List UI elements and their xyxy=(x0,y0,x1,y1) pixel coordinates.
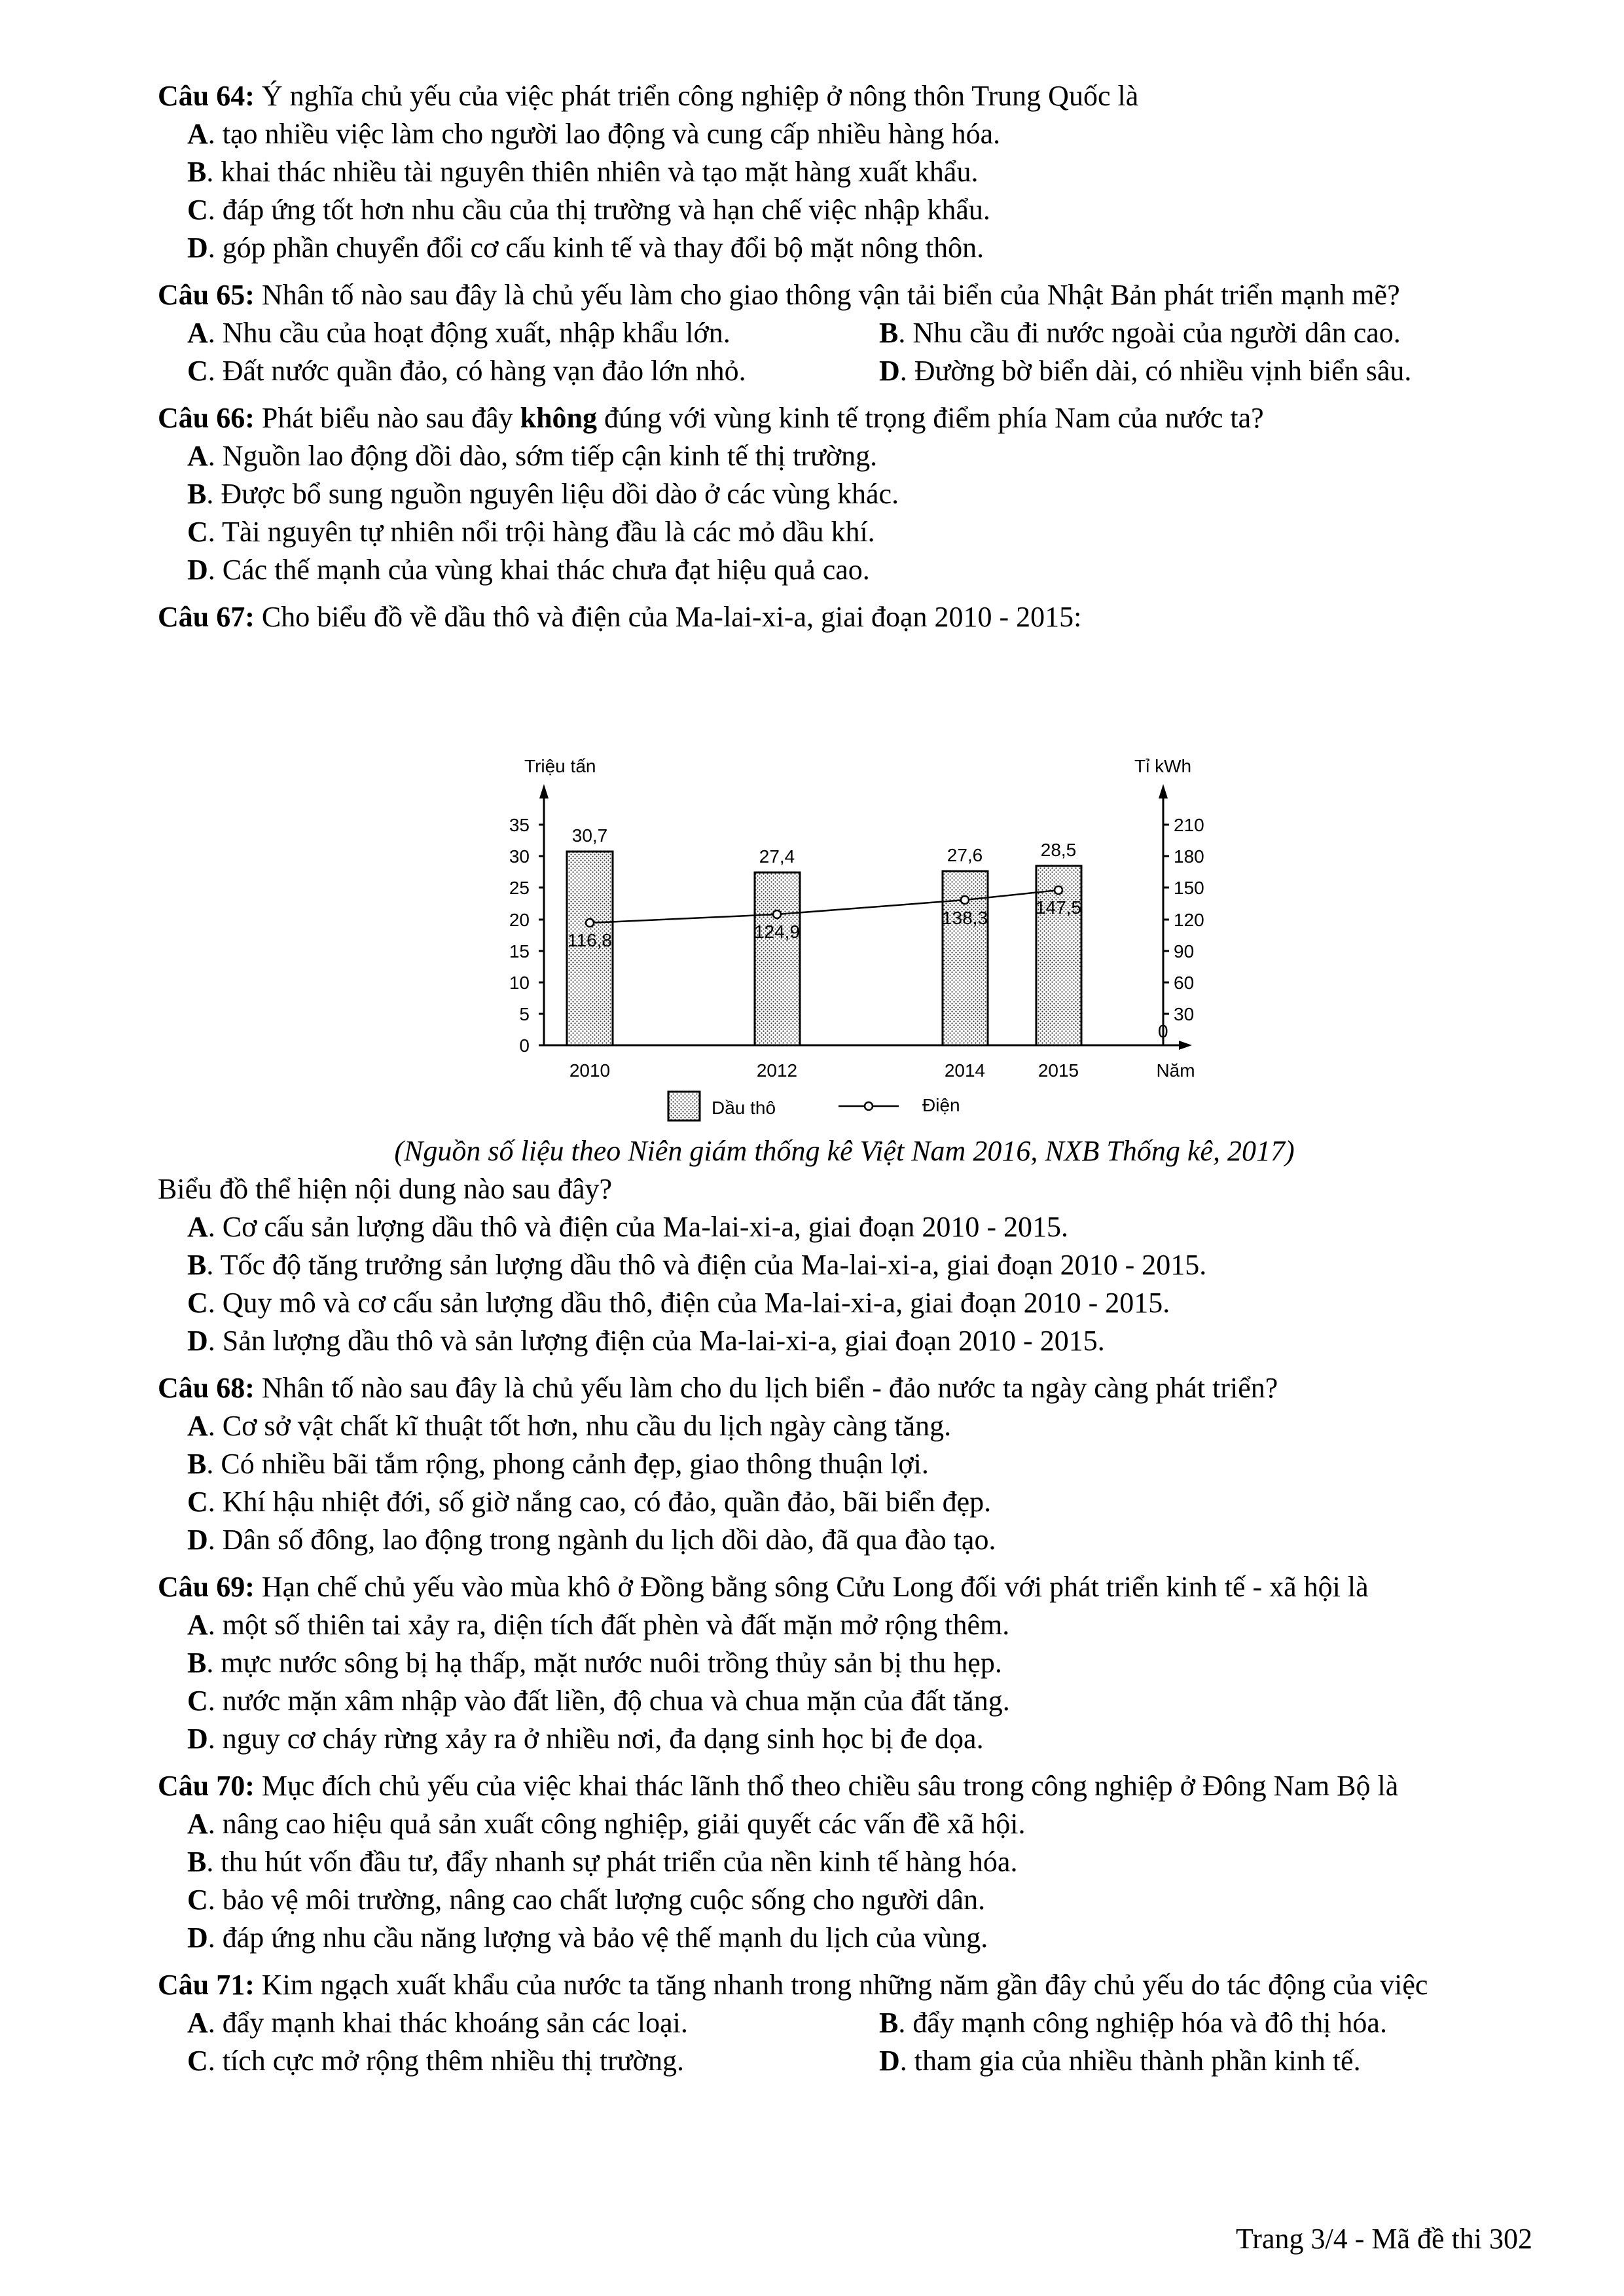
option-d[interactable]: D. góp phần chuyển đổi cơ cấu kinh tế và thay đổi bộ mặt nông thôn. xyxy=(187,232,984,264)
option-a[interactable]: A. Nguồn lao động dồi dào, sớm tiếp cận kinh tế thị trường. xyxy=(187,440,878,472)
exam-page xyxy=(158,77,1531,2089)
bar-2012 xyxy=(755,872,800,1045)
svg-text:138,3: 138,3 xyxy=(941,908,988,928)
option-c[interactable]: C. Khí hậu nhiệt đới, số giờ nắng cao, có đảo, quần đảo, bãi biển đẹp. xyxy=(187,1486,992,1518)
svg-text:0: 0 xyxy=(519,1035,530,1056)
svg-text:28,5: 28,5 xyxy=(1040,840,1077,860)
option-c[interactable]: C. bảo vệ môi trường, nâng cao chất lượng cuộc sống cho người dân. xyxy=(187,1884,986,1916)
svg-text:30,7: 30,7 xyxy=(571,825,608,846)
question-prompt: Biểu đồ thể hiện nội dung nào sau đây? xyxy=(158,1173,613,1205)
svg-text:Dầu thô: Dầu thô xyxy=(712,1098,776,1118)
svg-text:35: 35 xyxy=(509,815,530,835)
svg-text:25: 25 xyxy=(509,878,530,898)
option-c[interactable]: C. Quy mô và cơ cấu sản lượng dầu thô, điện của Ma-lai-xi-a, giai đoạn 2010 - 2015. xyxy=(187,1287,1170,1319)
option-a[interactable]: A. Nhu cầu của hoạt động xuất, nhập khẩu lớn. xyxy=(187,317,731,349)
svg-text:2015: 2015 xyxy=(1038,1060,1079,1081)
chart-svg xyxy=(158,641,1531,1132)
svg-text:27,4: 27,4 xyxy=(759,846,795,867)
svg-text:27,6: 27,6 xyxy=(947,845,983,865)
svg-text:150: 150 xyxy=(1174,878,1204,898)
question-number: Câu 65: xyxy=(158,279,255,311)
option-a[interactable]: A. tạo nhiều việc làm cho người lao động và cung cấp nhiều hàng hóa. xyxy=(187,118,1001,150)
option-d[interactable]: D. tham gia của nhiều thành phần kinh tế. xyxy=(879,2045,1361,2077)
option-a[interactable]: A. Cơ cấu sản lượng dầu thô và điện của Ma-lai-xi-a, giai đoạn 2010 - 2015. xyxy=(187,1211,1069,1243)
option-c[interactable]: C. Tài nguyên tự nhiên nổi trội hàng đầu là các mỏ dầu khí. xyxy=(187,516,875,548)
svg-text:210: 210 xyxy=(1174,815,1204,835)
option-a[interactable]: A. nâng cao hiệu quả sản xuất công nghiệp, giải quyết các vấn đề xã hội. xyxy=(187,1808,1026,1840)
question-number: Câu 66: xyxy=(158,402,255,434)
question-68 xyxy=(158,1369,1531,1559)
option-d[interactable]: D. Đường bờ biển dài, có nhiều vịnh biển sâu. xyxy=(879,355,1412,387)
question-69 xyxy=(158,1568,1531,1758)
question-number: Câu 70: xyxy=(158,1770,255,1802)
svg-text:30: 30 xyxy=(509,846,530,867)
svg-text:90: 90 xyxy=(1174,941,1195,961)
option-b[interactable]: B. Nhu cầu đi nước ngoài của người dân cao. xyxy=(879,317,1401,349)
svg-text:180: 180 xyxy=(1174,846,1204,867)
svg-text:2014: 2014 xyxy=(944,1060,986,1081)
svg-text:0: 0 xyxy=(1158,1021,1168,1041)
svg-text:Năm: Năm xyxy=(1156,1060,1195,1081)
option-c[interactable]: C. nước mặn xâm nhập vào đất liền, độ chua và chua mặn của đất tăng. xyxy=(187,1685,1010,1717)
legend-swatch-electricity xyxy=(865,1102,873,1110)
svg-text:15: 15 xyxy=(509,941,530,961)
option-b[interactable]: B. Tốc độ tăng trưởng sản lượng dầu thô và điện của Ma-lai-xi-a, giai đoạn 2010 - 2015. xyxy=(187,1249,1207,1281)
option-a[interactable]: A. đẩy mạnh khai thác khoáng sản các loại. xyxy=(187,2007,688,2039)
emphasis-keyword: không xyxy=(520,402,598,434)
question-67 xyxy=(158,598,1531,1360)
option-d[interactable]: D. Dân số đông, lao động trong ngành du lịch dồi dào, đã qua đào tạo. xyxy=(187,1524,996,1556)
question-71 xyxy=(158,1966,1531,2080)
question-stem: Ý nghĩa chủ yếu của việc phát triển công nghiệp ở nông thôn Trung Quốc là xyxy=(254,80,1139,112)
chart-source-caption: (Nguồn số liệu theo Niên giám thống kê Việt Nam 2016, NXB Thống kê, 2017) xyxy=(394,1135,1295,1167)
question-number: Câu 64: xyxy=(158,80,255,112)
combo-chart xyxy=(158,641,1531,1132)
svg-text:Điện: Điện xyxy=(922,1095,960,1115)
question-stem: Nhân tố nào sau đây là chủ yếu làm cho du lịch biển - đảo nước ta ngày càng phát triển? xyxy=(254,1372,1278,1404)
svg-text:20: 20 xyxy=(509,910,530,930)
option-d[interactable]: D. nguy cơ cháy rừng xảy ra ở nhiều nơi, đa dạng sinh học bị đe dọa. xyxy=(187,1723,984,1755)
option-b[interactable]: B. thu hút vốn đầu tư, đẩy nhanh sự phát triển của nền kinh tế hàng hóa. xyxy=(187,1846,1018,1878)
question-number: Câu 69: xyxy=(158,1571,255,1603)
svg-text:60: 60 xyxy=(1174,973,1195,993)
svg-text:10: 10 xyxy=(509,973,530,993)
question-66: Câu 66: Phát biểu nào sau đây không đúng với vùng kinh tế trọng điểm phía Nam của nước ta? A. Nguồn lao động dồi dào, sớm tiếp cận kinh tế thị trường. B. Được bổ sung nguồn nguyên liệu dồi dào ở các vùng khác. C. Tài nguyên tự nhiên nổi trội hàng đầu là các mỏ dầu khí. D. Các thế mạnh của vùng khai thác chưa đạt hiệu quả cao. xyxy=(158,399,1531,589)
question-stem: Kim ngạch xuất khẩu của nước ta tăng nhanh trong những năm gần đây chủ yếu do tác động của việc xyxy=(254,1969,1428,2001)
option-b[interactable]: B. khai thác nhiều tài nguyên thiên nhiên và tạo mặt hàng xuất khẩu. xyxy=(187,156,979,188)
option-d[interactable]: D. Sản lượng dầu thô và sản lượng điện của Ma-lai-xi-a, giai đoạn 2010 - 2015. xyxy=(187,1325,1105,1357)
right-axis-label: Tỉ kWh xyxy=(1134,756,1192,776)
option-d[interactable]: D. Các thế mạnh của vùng khai thác chưa đạt hiệu quả cao. xyxy=(187,554,870,586)
question-stem: Cho biểu đồ về dầu thô và điện của Ma-lai-xi-a, giai đoạn 2010 - 2015: xyxy=(254,601,1082,633)
option-b[interactable]: B. Được bổ sung nguồn nguyên liệu dồi dào ở các vùng khác. xyxy=(187,478,899,510)
option-a[interactable]: A. Cơ sở vật chất kĩ thuật tốt hơn, nhu cầu du lịch ngày càng tăng. xyxy=(187,1410,952,1442)
svg-text:120: 120 xyxy=(1174,910,1204,930)
option-d[interactable]: D. đáp ứng nhu cầu năng lượng và bảo vệ thế mạnh du lịch của vùng. xyxy=(187,1922,988,1954)
question-64 xyxy=(158,77,1531,267)
option-c[interactable]: C. Đất nước quần đảo, có hàng vạn đảo lớn nhỏ. xyxy=(187,355,746,387)
svg-text:2010: 2010 xyxy=(569,1060,611,1081)
option-b[interactable]: B. mực nước sông bị hạ thấp, mặt nước nuôi trồng thủy sản bị thu hẹp. xyxy=(187,1647,1002,1679)
option-b[interactable]: B. Có nhiều bãi tắm rộng, phong cảnh đẹp, giao thông thuận lợi. xyxy=(187,1448,929,1480)
option-a[interactable]: A. một số thiên tai xảy ra, diện tích đất phèn và đất mặn mở rộng thêm. xyxy=(187,1609,1010,1641)
page-footer: Trang 3/4 - Mã đề thi 302 xyxy=(1235,2223,1532,2255)
option-c[interactable]: C. đáp ứng tốt hơn nhu cầu của thị trường và hạn chế việc nhập khẩu. xyxy=(187,194,990,226)
option-c[interactable]: C. tích cực mở rộng thêm nhiều thị trường. xyxy=(187,2045,684,2077)
question-stem: Nhân tố nào sau đây là chủ yếu làm cho giao thông vận tải biển của Nhật Bản phát triển mạnh mẽ? xyxy=(254,279,1400,311)
question-number: Câu 71: xyxy=(158,1969,255,2001)
svg-text:147,5: 147,5 xyxy=(1035,897,1082,918)
question-stem: Mục đích chủ yếu của việc khai thác lãnh thổ theo chiều sâu trong công nghiệp ở Đông Nam Bộ là xyxy=(254,1770,1399,1802)
svg-text:124,9: 124,9 xyxy=(753,922,801,942)
legend-swatch-crude-oil xyxy=(668,1092,700,1121)
question-number: Câu 68: xyxy=(158,1372,255,1404)
svg-text:30: 30 xyxy=(1174,1004,1195,1024)
left-axis-label: Triệu tấn xyxy=(524,756,596,776)
question-70 xyxy=(158,1767,1531,1957)
svg-text:2012: 2012 xyxy=(756,1060,798,1081)
option-b[interactable]: B. đẩy mạnh công nghiệp hóa và đô thị hóa. xyxy=(879,2007,1387,2039)
question-stem: Hạn chế chủ yếu vào mùa khô ở Đồng bằng sông Cửu Long đối với phát triển kinh tế - xã hội là xyxy=(254,1571,1369,1603)
svg-text:116,8: 116,8 xyxy=(568,930,612,950)
question-number: Câu 67: xyxy=(158,601,255,633)
svg-text:5: 5 xyxy=(519,1004,530,1024)
question-65 xyxy=(158,276,1531,390)
